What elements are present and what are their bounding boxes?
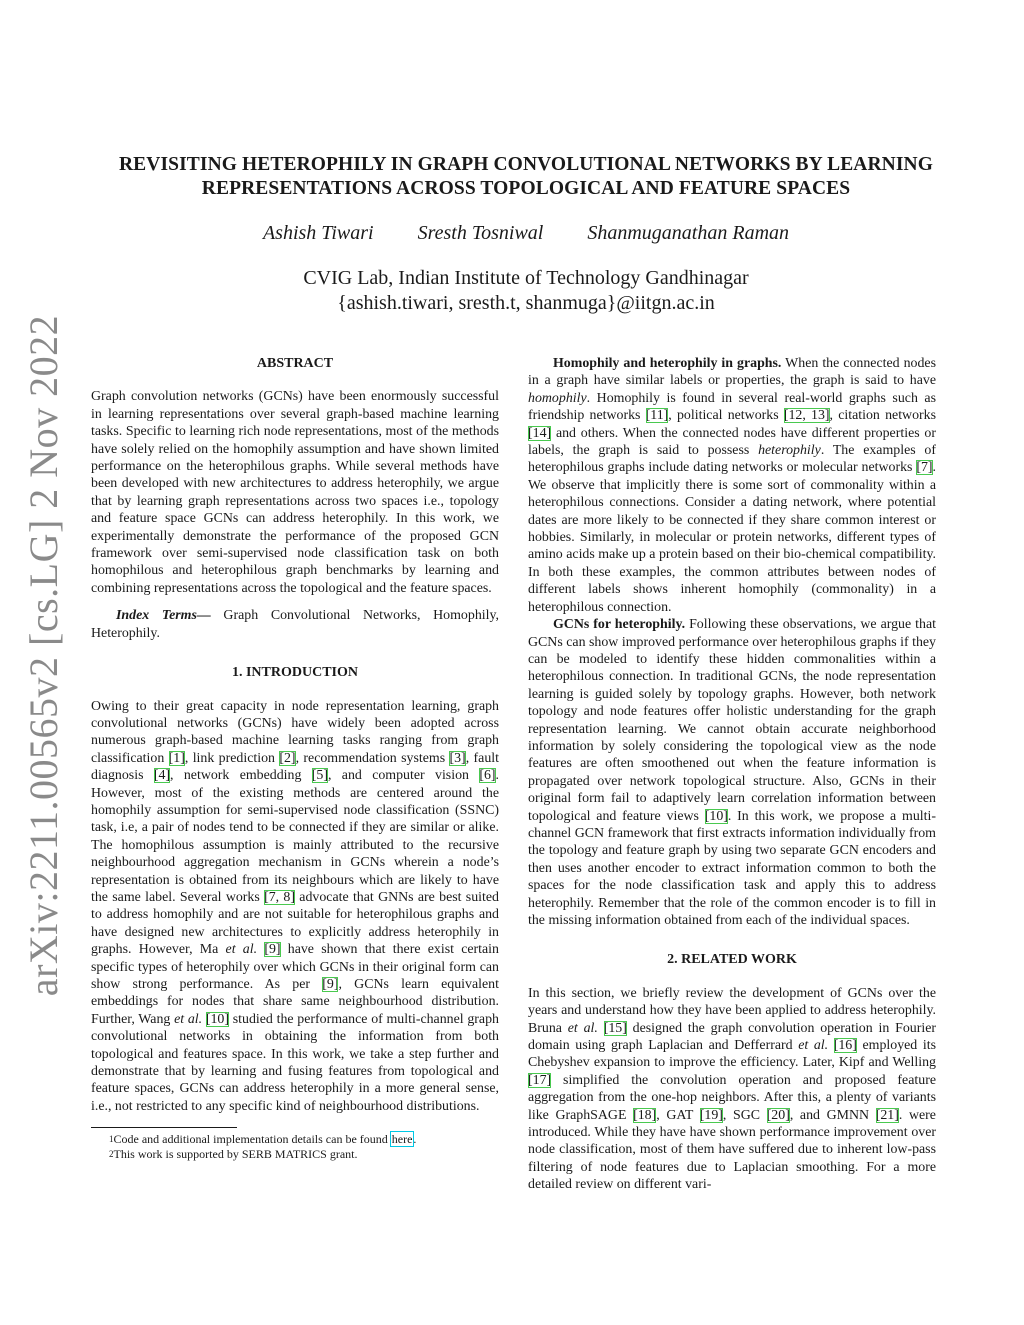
abstract-text: Graph convolution networks (GCNs) have been enormously successful in learning representations over several graph-based machine learning tasks. Specific to learning rich node representations, most of the methods have solely relied on the homophily assumption and have shown limited performance on the heterophilous graphs. While several methods have been developed with new architectures to address heterophily, we argue that by learning graph representations across two spaces i.e., topology and feature space GCNs can address heterophily. In this work, we experimentally demonstrate the performance of the proposed GCN framework over semi-supervised node classification task on both homophilous and heterophilous graph benchmarks by learning and combining representations across the topological and the feature spaces. [91, 389, 499, 596]
footnote-1: $^1$Code and additional implementation details can be found here. [109, 1132, 417, 1147]
footnote-divider [91, 1127, 237, 1128]
author-name: Shanmuganathan Raman [587, 222, 790, 244]
citation-link[interactable]: [6] [479, 768, 496, 784]
homophily-paragraph: Homophily and heterophily in graphs. When the connected nodes in a graph have similar labels or properties, the graph is said to have homophily. Homophily is found in several real-world graphs such as friendship networks [11], political networks [12, 13], citation networks [14] and others. When the connected nodes have different properties or labels, the graph is said to possess heterophily. The examples of heterophilous graphs include dating networks or molecular networks [7]. We observe that implicitly there is some sort of commonality within a heterophilous connections. Consider a dating network, where potential dates are more likely to be connected if they share common interest or hobbies. Similarly, in molecular or protein networks, different types of amino acids make up a protein based on their bio-chemical compatibility. In both these examples, the common attributes between nodes of different labels shows inherent homophily (commonality) in a heterophilous connection. [528, 356, 937, 615]
title-line-1: REVISITING HETEROPHILY IN GRAPH CONVOLUTIONAL NETWORKS BY LEARNING [119, 154, 933, 175]
citation-link[interactable]: [9] [264, 942, 281, 958]
citation-link[interactable]: [3] [449, 750, 466, 766]
left-column [91, 355, 499, 1162]
introduction-paragraph: Owing to their great capacity in node representation learning, graph convolutional networks (GCNs) have widely been adopted across numerous graph-based machine learning tasks ranging from graph classification [1], link prediction [2], recommendation systems [3], fault diagnosis [4], network embedding [5], and computer vision [6]. However, most of the existing methods are centered around the homophily assumption for semi-supervised node classification (SSNC) task, i.e, a pair of nodes tend to be connected if they are similar or alike. The homophilous assumption is mainly attributed to the recursive neighbourhood aggregation mechanism in GCNs wherein a node’s representation is obtained from its neighbours which are likely to have the same label. Several works [7, 8] advocate that GNNs are best suited to address homophily and are not suitable for heterophilous graphs and have designed new architectures to explicitly address heterophily in graphs. However, Ma et al. [9] have shown that there exist certain specific types of heterophily over which GCNs in their original form can show strong performance. As per [9], GCNs learn equivalent embeddings for nodes that share same neighbourhood distribution. Further, Wang et al. [10] studied the performance of multi-channel graph convolutional networks in obtaining the information from both topological and features space. In this work, we take a step further and demonstrate that by learning and fusing features from topological and feature spaces, GCNs can address heterophily in a more general sense, i.e., not restricted to any specific kind of neighbourhood distributions. [91, 698, 499, 1114]
citation-link[interactable]: [20] [766, 1107, 790, 1123]
citation-link[interactable]: [17] [528, 1072, 552, 1088]
citation-link[interactable]: [5] [311, 768, 328, 784]
citation-link[interactable]: [10] [704, 808, 728, 824]
citation-link[interactable]: [18] [633, 1107, 657, 1123]
paragraph-lead: Homophily and heterophily in graphs. [553, 356, 782, 371]
related-work-paragraph: In this section, we briefly review the development of GCNs over the years and understand how they have been applied to address heterophily. Bruna et al. [15] designed the graph convolution operation in Fourier domain using graph Laplacian and Defferrard et al. [16] employed its Chebyshev expansion to improve the efficiency. Later, Kipf and Welling [17] simplified the convolution operation and proposed feature aggregation from the one-hop neighbors. After this, a plenty of variants like GraphSAGE [18], GAT [19], SGC [20], and GMNN [21]. were introduced. While they have have shown performance improvement over node classification, most of them have suffered due to inherent low-pass filtering of node features due to Laplacian smoothing. For a more detailed review on different vari- [528, 985, 937, 1193]
citation-link[interactable]: [11] [645, 408, 669, 424]
abstract-heading: ABSTRACT [256, 356, 334, 371]
affiliation-block [70, 266, 982, 316]
index-terms-label: Index Terms— [116, 608, 211, 624]
affiliation: CVIG Lab, Indian Institute of Technology Gandhinagar [303, 267, 749, 289]
citation-link[interactable]: [1] [168, 750, 185, 766]
index-terms: Index Terms— Graph Convolutional Networks, Homophily, Heterophily. [91, 608, 499, 641]
author-name: Sresth Tosniwal [417, 222, 544, 244]
citation-link[interactable]: [2] [279, 750, 296, 766]
paper-title [70, 153, 982, 201]
citation-link[interactable]: [16] [833, 1038, 857, 1054]
author-emails: {ashish.tiwari, sresth.t, shanmuga}@iitgn.ac.in [337, 292, 715, 314]
right-column [528, 355, 936, 1194]
section-heading-related-work: 2. RELATED WORK [667, 952, 797, 968]
citation-link[interactable]: [7] [916, 460, 933, 476]
citation-link[interactable]: [21] [875, 1107, 899, 1123]
citation-link[interactable]: [9] [322, 977, 339, 992]
citation-link[interactable]: [14] [528, 425, 552, 441]
citation-link[interactable]: [15] [603, 1020, 627, 1036]
citation-link[interactable]: [19] [699, 1107, 723, 1123]
title-line-2: REPRESENTATIONS ACROSS TOPOLOGICAL AND FEATURE SPACES [201, 178, 851, 199]
citation-link[interactable]: [12, 13] [783, 408, 830, 424]
citation-link[interactable]: [4] [153, 768, 171, 784]
code-link[interactable]: here [391, 1132, 413, 1147]
arxiv-identifier: arXiv:2211.00565v2 [cs.LG] 2 Nov 2022 [21, 314, 67, 996]
footnote-2: $^2$This work is supported by SERB MATRICS grant. [109, 1147, 358, 1162]
author-list [70, 222, 982, 245]
author-name: Ashish Tiwari [262, 222, 374, 244]
paragraph-lead: GCNs for heterophily. [553, 617, 686, 633]
gcn-heterophily-paragraph: GCNs for heterophily. Following these observations, we argue that GCNs can show improved performance over heterophilous graphs if they can be modeled to identify these hidden commonalities within a heterophilous connection. In traditional GCNs, the node representation learning is guided solely by topology graphs. However, both network topology and node features offer holistic understanding for the graph representation learning. We cannot obtain accurate neighborhood information by solely considering the topological view as the node features are often smoothened out when the feature information is propagated over network topological structure. Also, GCNs in their original form fail to adaptively learn correlation information between topological and feature views [10]. In this work, we propose a multi-channel GCN framework that first extracts information individually from the topology and feature graph by using two separate GCN encoders and then uses another encoder to extract information common to both the spaces for the node classification task and apply this to address heterophily. Remember that the role of the common encoder is to fill in the missing information obtained from each of the individual spaces. [528, 617, 936, 928]
section-heading-introduction: 1. INTRODUCTION [231, 665, 358, 681]
citation-link[interactable]: [10] [205, 1011, 229, 1027]
citation-link[interactable]: [7, 8] [264, 889, 295, 905]
